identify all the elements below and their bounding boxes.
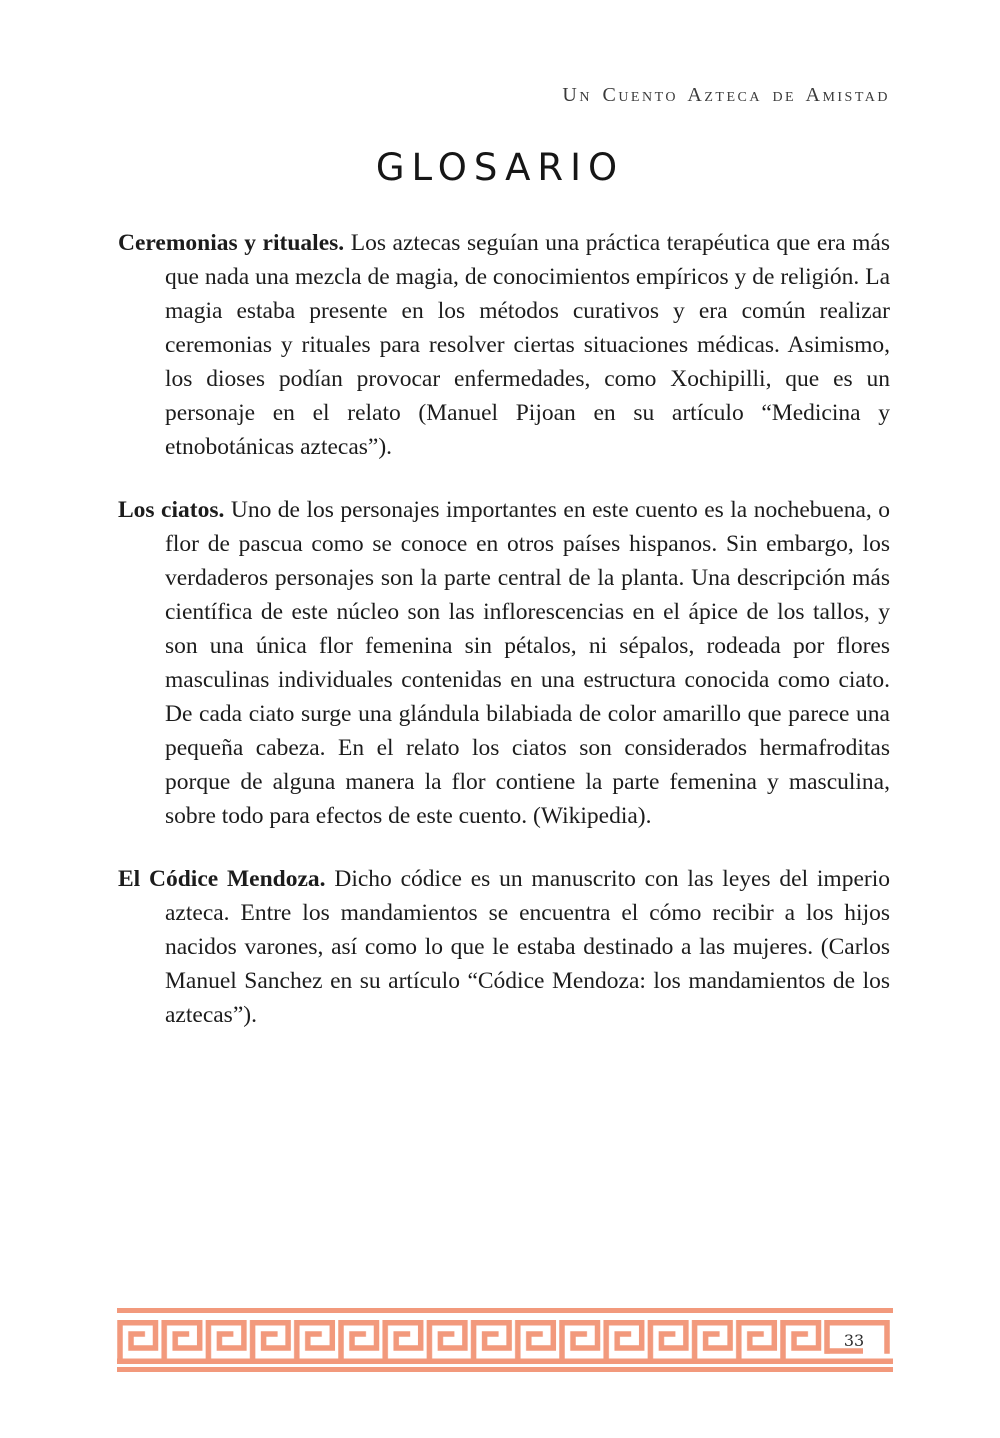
page-title: GLOSARIO	[375, 146, 625, 189]
glossary-entry-ceremonias	[118, 226, 890, 464]
entry-term: Ceremonias y rituales.	[118, 230, 345, 256]
running-header: Un Cuento Azteca de Amistad	[562, 84, 890, 106]
greek-key-border	[117, 1308, 893, 1372]
glossary-entry-ciatos	[118, 493, 890, 833]
glossary-content	[118, 226, 890, 1061]
page-number: 33	[843, 1331, 865, 1350]
border-bottom-rule	[117, 1367, 893, 1372]
entry-term: El Códice Mendoza.	[118, 866, 326, 892]
page-number-box	[825, 1323, 888, 1354]
glossary-entry-codice-mendoza	[118, 862, 890, 1032]
entry-body: Dicho códice es un manuscrito con las leyes del imperio azteca. Entre los mandamientos se encuentra el cómo recibir a los hijos nacidos varones, así como lo que le estaba destinado a las mujeres. (Carlos Manuel Sanchez en su artículo “Códice Mendoza: los mandamientos de los aztecas”).	[165, 866, 890, 1028]
border-top-rule	[117, 1308, 893, 1313]
entry-term: Los ciatos.	[118, 497, 225, 523]
entry-body: Uno de los personajes importantes en este cuento es la nochebuena, o flor de pascua como se conoce en otros países hispanos. Sin embargo, los verdaderos personajes son la parte central de la planta. Una descripción más científica de este núcleo son las inflorescencias en el ápice de los tallos, y son una única flor femenina sin pétalos, ni sépalos, rodeada por flores masculinas individuales contenidas en una estructura conocida como ciato. De cada ciato surge una glándula bilabiada de color amarillo que parece una pequeña cabeza. En el relato los ciatos son considerados hermafroditas porque de alguna manera la flor contiene la parte femenina y masculina, sobre todo para efectos de este cuento. (Wikipedia).	[165, 497, 891, 829]
greek-key-border-svg	[117, 1308, 893, 1372]
entry-body: Los aztecas seguían una práctica terapéutica que era más que nada una mezcla de magia, de conocimientos empíricos y de religión. La magia estaba presente en los métodos curativos y era común realizar ceremonias y rituales para resolver ciertas situaciones médicas. Asimismo, los dioses podían provocar enfermedades, como Xochipilli, que es un personaje en el relato (Manuel Pijoan en su artículo “Medicina y etnobotánicas aztecas”).	[165, 230, 890, 460]
meander-pattern	[117, 1320, 824, 1364]
